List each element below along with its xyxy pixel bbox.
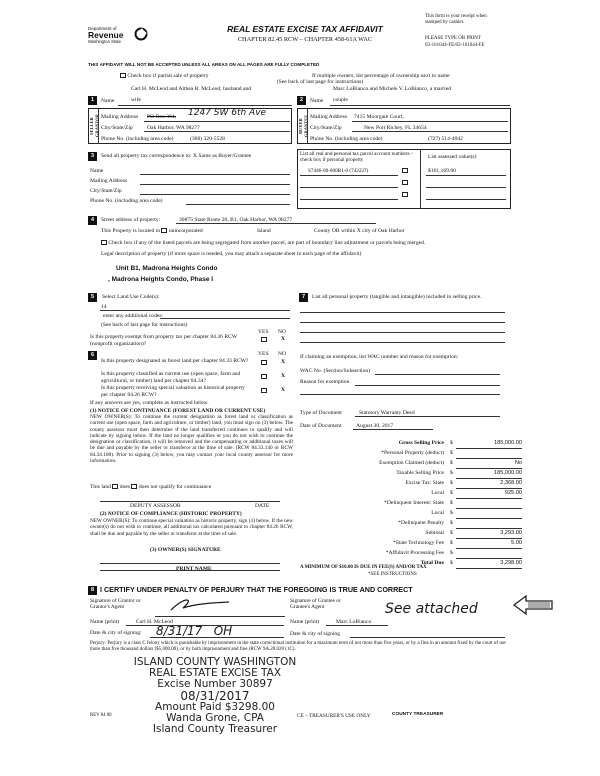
form-title: REAL ESTATE EXCISE TAX AFFIDAVIT [227, 24, 383, 34]
owner-sig-label: (3) OWNER(S) SIGNATURE [150, 547, 221, 553]
tax-row-value: 5.00 [511, 540, 522, 546]
parcel-checkbox-1[interactable] [402, 168, 408, 173]
exempt-answer: X [281, 336, 286, 342]
tax-row-dollar: $ [450, 500, 453, 506]
assessed-value: $161,169.00 [428, 168, 456, 174]
stamp-line-2: REAL ESTATE EXCISE TAX [148, 667, 282, 679]
tax-row-label: *Delinquent Penalty [398, 520, 444, 526]
tax-row-dollar: $ [450, 560, 453, 566]
corr-phone-label: Phone No. (including area code) [90, 198, 163, 204]
buyer-name-line1: Marc LoBianco and Michele V. LoBianco, a married [333, 86, 452, 92]
historic-question: Is this property receiving special valuation as historical property per chapter 84.26 RCW? [101, 385, 245, 398]
tax-row [300, 460, 522, 469]
send-correspondence-label: Send all property tax correspondence to: X Same as Buyer/Grantee [101, 153, 252, 159]
buyer-name-line2: couple [333, 97, 348, 103]
dor-swirl-icon [134, 27, 148, 41]
doc-date-label: Date of Document [300, 423, 342, 429]
tax-row-value: 185,000.00 [494, 440, 522, 446]
grantor-name-value: Carl H. McLeod [136, 619, 173, 625]
buyer-phone-label: Phone No. (including area code) [310, 136, 383, 142]
tax-row [300, 510, 522, 519]
seller-name-label: Name [101, 98, 115, 104]
partial-sale-checkbox[interactable] [120, 73, 126, 78]
tax-row [300, 540, 522, 549]
section-2-badge: 2 [297, 96, 306, 105]
buyer-phone-value: (727) 514-4042 [428, 136, 463, 142]
seller-phone-label: Phone No. (including area code) [101, 136, 174, 142]
stamp-line-3: Excise Number 30897 [157, 678, 273, 690]
section-8-badge: 8 [88, 586, 97, 595]
yes-header-5: YES [258, 329, 269, 335]
tax-row-dollar: $ [450, 460, 453, 466]
certify-text: I CERTIFY UNDER PENALTY OF PERJURY THAT THE FOREGOING IS TRUE AND CORRECT [100, 585, 413, 594]
legal-line-2: , Madrona Heights Condo, Phase I [108, 276, 214, 283]
tax-row-value: 3,298.00 [500, 560, 522, 566]
no-header-5: NO [278, 329, 287, 335]
current-use-question: Is this property classified as current use (open space, farm and agricultural, or timber) land per chapter 84.34? [101, 371, 241, 384]
tax-row-dollar: $ [450, 470, 453, 476]
additional-codes-label: enter any additional codes: [103, 313, 164, 319]
multiple-owners-note: If multiple owners, list percentage of ownership next to name [312, 73, 450, 79]
grantor-signature-mark [165, 594, 235, 616]
date-city-hand: 8/31/17 OH [156, 624, 233, 638]
doc-type-value: Statutory Warranty Deed [359, 410, 415, 416]
if-yes-note: If any answers are yes, complete as instructed below. [90, 400, 209, 406]
parcel-header: List all real and personal tax parcel account numbers – check box if personal property [300, 151, 414, 164]
exemption-label: If claiming an exemption, list WAC number and reason for exemption: [300, 354, 459, 360]
tax-row-value: 185,000.00 [494, 470, 522, 476]
wac-label: WAC No. (Section/Subsection) [300, 368, 371, 374]
section-1-badge: 1 [88, 96, 97, 105]
tax-row [300, 530, 522, 539]
this-land-row: This land does does not qualify for continuance [90, 484, 212, 490]
deputy-assessor-label: DEPUTY ASSESSOR [130, 503, 181, 509]
forest-answer: X [281, 359, 286, 365]
notice-1-text: NEW OWNER(S): To continue the current designation as forest land or classification as current use (open space, farm and agriculture, or timber) land, you must sign on (3) below. The county assessor must then determine if the land transferred continues to qualify and will indicate by signing below. If the land no longer qualifies or you do not wish to continue the designation or classification, it will be removed and the compensating or additional taxes will be due and payable by the seller or transferor at the time of sale. (RCW 84.33.140 or RCW 84.34.108). Prior to signing (3) below, you may contact your local county assessor for more information. [90, 414, 293, 465]
tax-row [300, 450, 522, 459]
buyer-side-label: BUYER GRANTEE [298, 114, 309, 138]
personal-property-label: List all personal property (tangible and intangible) included in selling price. [312, 294, 482, 300]
parcel-value: S7446-00-000B1-0 (742227) [308, 168, 369, 174]
tax-row [300, 470, 522, 479]
tax-row [300, 500, 522, 509]
street-address-value: 30875 State Route 20, B1, Oak Harbor, WA 98277 [179, 217, 293, 223]
tax-row-dollar: $ [450, 490, 453, 496]
tax-row-dollar: $ [450, 440, 453, 446]
forest-yes-checkbox[interactable] [261, 360, 267, 365]
tax-row-label: *Delinquent Interest: State [384, 500, 444, 506]
tax-row [300, 550, 522, 559]
assessed-header: List assessed value(s) [428, 154, 477, 160]
county-value: Island [257, 228, 271, 234]
see-back-5: (See back of last page for instructions) [101, 322, 188, 328]
tax-row-dollar: $ [450, 540, 453, 546]
tax-row-dollar: $ [450, 530, 453, 536]
treasurer-stamp [130, 657, 300, 735]
corr-mailing-label: Mailing Address [90, 178, 128, 184]
seller-side-label: SELLER GRANTOR [89, 114, 100, 138]
corr-name-label: Name [90, 168, 104, 174]
print-name-label: PRINT NAME [176, 566, 212, 572]
partial-sale-label: Check box if partial sale of property [127, 73, 209, 79]
stamp-line-7: Island County Treasurer [152, 723, 278, 735]
tax-row [300, 480, 522, 489]
grantee-name-value: Marc LoBianco [336, 619, 372, 625]
stamp-line-1: ISLAND COUNTY WASHINGTON [133, 656, 297, 668]
rev-number: REV 84 00 [90, 713, 112, 718]
current-use-yes-checkbox[interactable] [261, 374, 267, 379]
see-back-note: (See back of last page for instructions) [276, 79, 364, 85]
tax-row [300, 520, 522, 529]
tax-row-label: Excise Tax: State [405, 480, 444, 486]
tax-row-label: Local [431, 490, 444, 496]
date-city-label: Date & city of signing: [90, 630, 142, 636]
grantor-name-label: Name (print) [90, 619, 120, 625]
grantee-name-label: Name (print) [290, 619, 320, 625]
buyer-city-label: City/State/Zip [310, 125, 342, 131]
seller-city-value: Oak Harbor, WA 98277 [147, 125, 200, 131]
deputy-date-label: DATE [255, 503, 270, 509]
tax-row-label: Gross Selling Price [398, 440, 444, 446]
seller-name-line2: wife [131, 97, 141, 103]
corr-city-label: City/State/Zip [90, 188, 122, 194]
forest-question: Is this property designated as forest land per chapter 84.33 RCW? [101, 358, 249, 364]
tax-row-dollar: $ [450, 520, 453, 526]
yes-header-6: YES [258, 351, 269, 357]
buyer-mailing-label: Mailing Address [310, 114, 348, 120]
located-row: This Property is located in unincorporated [101, 228, 203, 234]
reason-label: Reason for exemption [300, 379, 350, 385]
section-6-badge: 6 [88, 351, 97, 360]
exempt-yes-checkbox[interactable] [261, 337, 267, 342]
tax-row-label: Taxable Selling Price [396, 470, 444, 476]
dor-logo-state: Washington State [88, 39, 121, 45]
grantee-sig-label: Signature of Grantee or Grantee's Agent [290, 598, 341, 611]
date-city-label-2: Date & city of signing [290, 631, 341, 637]
does-checkbox[interactable] [112, 484, 118, 489]
tax-row [300, 490, 522, 499]
warning-text: THIS AFFIDAVIT WILL NOT BE ACCEPTED UNLESS ALL AREAS ON ALL PAGES ARE FULLY COMPLETED [88, 62, 320, 67]
doc-type-label: Type of Document [300, 410, 342, 416]
receipt-note: This form is your receipt when stamped by cashier. [425, 14, 487, 25]
seller-mailing-hand: 1247 SW 6th Ave [188, 108, 267, 118]
legal-line-1: Unit B1, Madrona Heights Condo [116, 265, 218, 272]
section-4-badge: 4 [88, 216, 97, 225]
buyer-name-label: Name [310, 98, 324, 104]
tax-row-label: *State Technology Fee [392, 540, 444, 546]
segregated-row: Check box if any of the listed parcels are being segregated from another parcel, are part of boundary line adjustment or parcels being merged. [101, 240, 501, 247]
see-attached-hand: See attached [385, 601, 478, 617]
parcel-checkbox-3[interactable] [402, 192, 408, 197]
seller-mailing-struck: PO Box 364, [147, 114, 177, 120]
tax-row [300, 440, 522, 449]
unincorporated-checkbox[interactable] [161, 228, 167, 233]
land-use-label: Select Land Use Code(s): [102, 294, 160, 300]
historic-yes-checkbox[interactable] [261, 388, 267, 393]
stamp-line-5: Amount Paid $3298.00 [155, 701, 275, 713]
parcel-checkbox-2[interactable] [402, 180, 408, 185]
does-not-checkbox[interactable] [131, 484, 137, 489]
section-5-badge: 5 [88, 293, 97, 302]
notice-1-title: (1) NOTICE OF CONTINUANCE (FOREST LAND OR CURRENT USE) [90, 408, 266, 414]
tax-row-value: 2,368.00 [500, 480, 522, 486]
form-number: 03-161044-FE/03-161044-FE [425, 43, 485, 48]
treasurer-use-label: CE – TREASURER'S USE ONLY [297, 713, 371, 719]
land-use-value: 14 [101, 304, 107, 310]
tax-row-label: Subtotal [425, 530, 444, 536]
tax-row-dollar: $ [450, 510, 453, 516]
tax-row-label: Total Due [420, 560, 444, 566]
notice-2-title: (2) NOTICE OF COMPLIANCE (HISTORIC PROPERTY) [100, 511, 242, 517]
notice-2-text: NEW OWNER(S): To continue special valuation as historic property, sign (3) below. If the new owner(s) do not wish to continue, all additional tax calculated pursuant to chapter 84.26 RCW, shall be due and payable by the seller or transferor at the time of sale. [90, 518, 293, 537]
historic-answer: X [281, 387, 286, 393]
tax-row-value: No [514, 460, 522, 466]
tax-row-dollar: $ [450, 450, 453, 456]
grantor-sig-label: Signature of Grantor or Grantor's Agent [90, 598, 141, 611]
street-address-label: Street address of property: [101, 217, 161, 223]
partial-sale-row [120, 73, 209, 80]
section-3-badge: 3 [88, 152, 97, 161]
tax-row-label: Exemption Claimed (deduct) [379, 460, 444, 466]
arrow-icon [512, 594, 554, 616]
dor-logo [88, 26, 152, 52]
perjury-text: Perjury: Perjury is a class C felony which is punishable by imprisonment in the state correctional institution for a maximum term of not more than five years, or by a fine in an amount fixed by the court of not more than five thousand dollars ($5,000.00), or by both imprisonment and fine (RCW 9A.20.020 (1C). [90, 641, 506, 652]
tax-row-dollar: $ [450, 550, 453, 556]
tax-row-label: Local [431, 510, 444, 516]
current-use-answer: X [281, 373, 286, 379]
section-7-badge: 7 [299, 293, 308, 302]
buyer-city-value: New Port Richey, FL 34654 [364, 125, 427, 131]
tax-row-value: 3,293.00 [500, 530, 522, 536]
seller-mailing-label: Mailing Address [101, 114, 139, 120]
stamp-line-4: 08/31/2017 [180, 689, 250, 703]
no-header-6: NO [278, 351, 287, 357]
legal-desc-label: Legal description of property (if more space is needed, you may attach a separate sheet to each page of the affidavit) [101, 251, 362, 257]
print-note: PLEASE TYPE OR PRINT [425, 36, 481, 41]
county-label: County OR within X city of Oak Harbor [314, 228, 405, 234]
exempt-question: Is this property exempt from property tax per chapter 84.36 RCW (nonprofit organization)? [90, 334, 238, 347]
tax-row-label: *Personal Property (deduct) [381, 450, 444, 456]
stamp-line-6: Wanda Grone, CPA [166, 712, 264, 724]
doc-date-value: August 30, 2017 [356, 423, 394, 429]
see-instructions: *SEE INSTRUCTIONS [368, 572, 417, 577]
segregated-checkbox[interactable] [101, 240, 107, 245]
county-treasurer-label: COUNTY TREASURER [392, 712, 444, 717]
minimum-due: A MINIMUM OF $10.00 IS DUE IN FEE(S) AND/OR TAX [300, 565, 427, 570]
seller-city-label: City/State/Zip [101, 125, 133, 131]
tax-row-label: *Affidavit Processing Fee [385, 550, 444, 556]
dor-logo-name: Revenue [88, 30, 124, 41]
tax-row-dollar: $ [450, 480, 453, 486]
dor-logo-small: Department of [88, 26, 117, 31]
form-chapter: CHAPTER 82.45 RCW – CHAPTER 458-61A WAC [237, 36, 373, 43]
seller-name-line1: Carl H. McLeod and Althea R. McLeod, husband and [131, 86, 252, 92]
buyer-mailing-value: 7415 Moorgate Court, [354, 114, 404, 120]
seller-phone-value: (360) 320-5528 [190, 136, 225, 142]
tax-row-value: 925.00 [504, 490, 522, 496]
